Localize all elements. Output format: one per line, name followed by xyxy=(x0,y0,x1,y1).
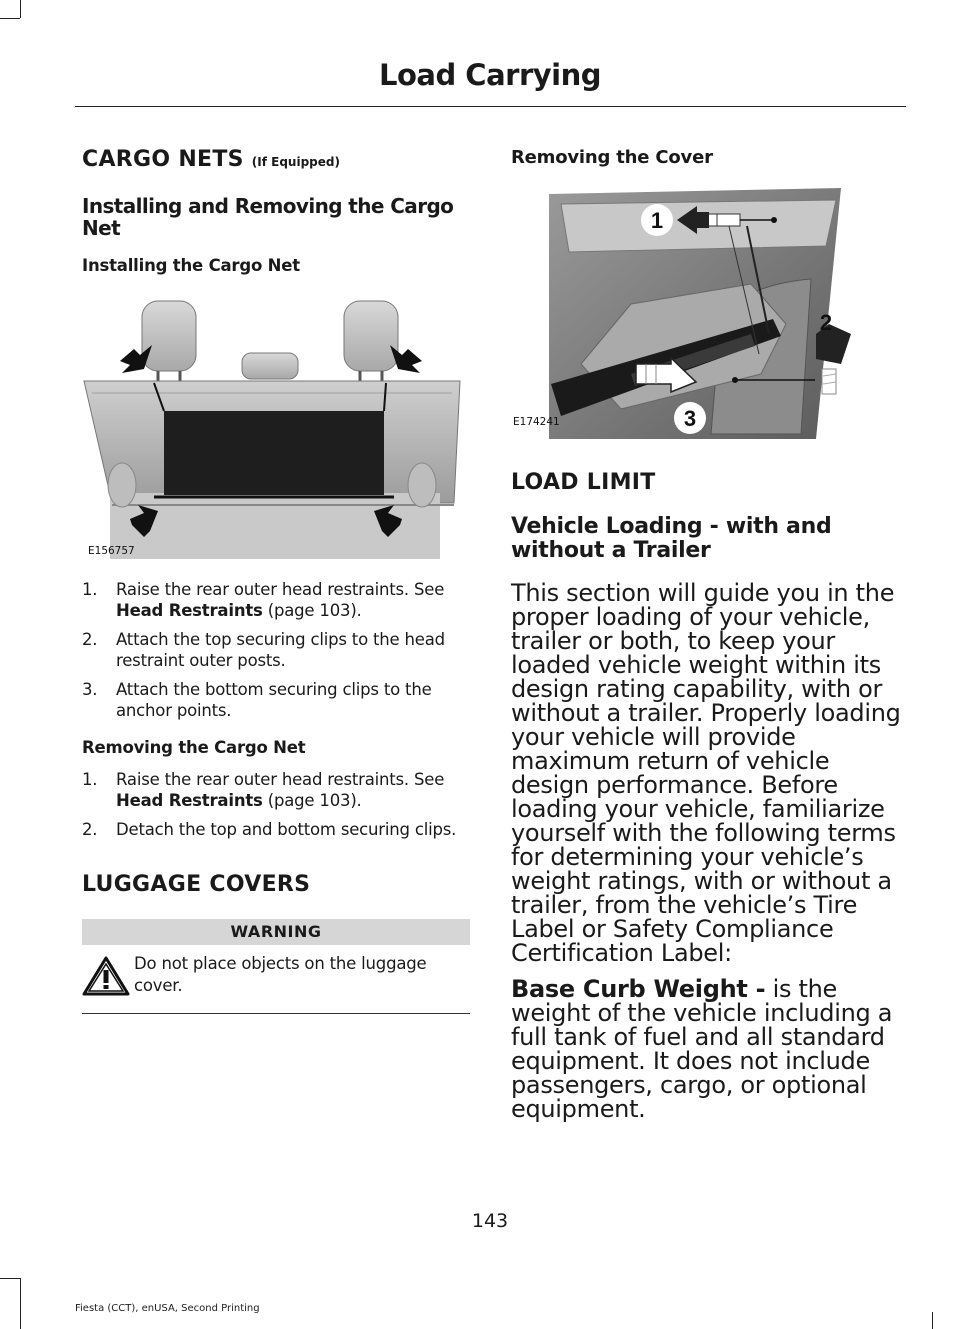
callout-1: 1 xyxy=(650,208,664,233)
title-divider xyxy=(75,106,906,107)
step-number: 1. xyxy=(82,580,98,599)
installing-heading: Installing the Cargo Net xyxy=(82,256,300,275)
crop-mark xyxy=(20,0,21,18)
cross-reference: Head Restraints xyxy=(116,791,263,810)
figure-code: E174241 xyxy=(513,416,560,428)
list-item xyxy=(82,679,472,721)
cargo-nets-title: CARGO NETS xyxy=(82,147,244,172)
page-title: Load Carrying xyxy=(378,58,602,92)
luggage-cover-illustration xyxy=(511,184,851,439)
print-info: Fiesta (CCT), enUSA, Second Printing xyxy=(75,1303,260,1314)
list-item xyxy=(82,819,472,840)
right-column xyxy=(511,145,903,1121)
list-item xyxy=(82,579,472,621)
figure-code: E156757 xyxy=(88,545,135,557)
warning-label: WARNING xyxy=(82,919,470,945)
luggage-covers-heading: LUGGAGE COVERS xyxy=(82,872,311,897)
rear-seat-illustration xyxy=(82,293,462,563)
crop-mark xyxy=(932,1312,933,1329)
step-number: 2. xyxy=(82,820,98,839)
section-heading-cargo-nets xyxy=(82,147,472,172)
step-suffix: (page 103). xyxy=(262,791,362,810)
luggage-cover-figure xyxy=(511,184,851,439)
page-number: 143 xyxy=(471,1210,509,1232)
load-limit-heading: LOAD LIMIT xyxy=(511,470,656,495)
step-suffix: (page 103). xyxy=(262,601,362,620)
callout-3: 3 xyxy=(683,406,697,431)
remove-steps-list xyxy=(82,769,472,840)
removing-net-heading: Removing the Cargo Net xyxy=(82,738,306,757)
subsection-heading: Installing and Removing the Cargo Net xyxy=(82,194,454,240)
base-curb-weight-paragraph xyxy=(511,977,903,1121)
step-text: Raise the rear outer head restraints. See xyxy=(116,580,445,599)
list-item xyxy=(82,769,472,811)
step-text: Attach the top securing clips to the head restraint outer posts. xyxy=(116,630,445,670)
warning-text: Do not place objects on the luggage cover. xyxy=(134,954,427,995)
cargo-net-figure xyxy=(82,293,462,563)
warning-box xyxy=(82,919,470,1014)
term-definition: is the weight of the vehicle including a full tank of fuel and all standard equipment. It does not include passengers, cargo, or optional equipment. xyxy=(511,975,893,1123)
crop-mark xyxy=(0,18,20,19)
left-column xyxy=(82,145,472,1014)
load-limit-paragraph: This section will guide you in the proper loading of your vehicle, trailer or both, to keep your loaded vehicle weight within its design rating capability, with or without a trailer. Properly loading your vehicle will provide maximum return of vehicle design performance. Before loading your vehicle, familiarize yourself with the following terms for determining your vehicle’s weight ratings, with or without a trailer, from the vehicle’s Tire Label or Safety Compliance Certification Label: xyxy=(511,579,901,967)
cross-reference: Head Restraints xyxy=(116,601,263,620)
list-item xyxy=(82,629,472,671)
step-text: Raise the rear outer head restraints. See xyxy=(116,770,445,789)
callout-2: 2 xyxy=(819,310,833,335)
step-text: Detach the top and bottom securing clips. xyxy=(116,820,457,839)
step-number: 3. xyxy=(82,680,98,699)
step-number: 1. xyxy=(82,770,98,789)
crop-mark xyxy=(20,1278,21,1329)
warning-triangle-icon xyxy=(82,955,130,997)
vehicle-loading-heading: Vehicle Loading - with and without a Trailer xyxy=(511,514,832,563)
step-text: Attach the bottom securing clips to the anchor points. xyxy=(116,680,432,720)
warning-body xyxy=(82,945,470,1014)
step-number: 2. xyxy=(82,630,98,649)
if-equipped-note: (If Equipped) xyxy=(251,155,340,169)
install-steps-list xyxy=(82,579,472,721)
removing-cover-heading: Removing the Cover xyxy=(511,147,713,168)
term-label: Base Curb Weight - xyxy=(511,975,766,1003)
crop-mark xyxy=(0,1278,20,1279)
